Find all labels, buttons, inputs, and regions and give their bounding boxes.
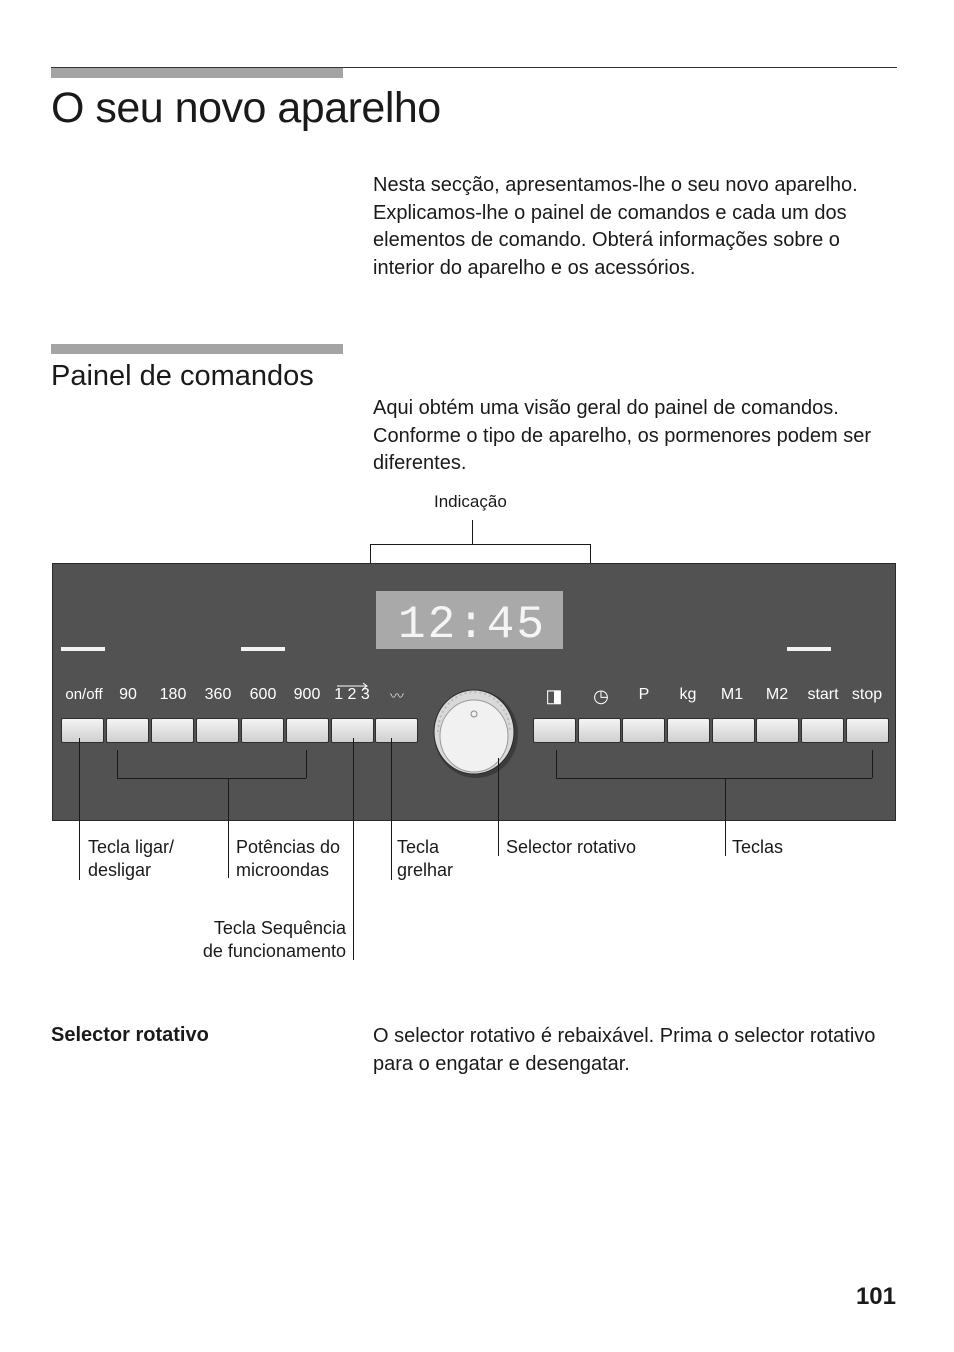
power-600-key[interactable] (241, 718, 284, 743)
rotary-paragraph: O selector rotativo é rebaixável. Prima o selector rotativo para o engatar e desengatar. (373, 1025, 876, 1075)
key-label-360: 360 (204, 686, 232, 703)
key-label-stop: stop (851, 686, 883, 703)
door-key[interactable] (533, 718, 576, 743)
key-label-onoff: on/off (65, 686, 103, 703)
key-label-180: 180 (159, 686, 187, 703)
display-time: 12:45 (397, 599, 547, 649)
panel-dash-right (787, 647, 831, 651)
keys-bracket-right (872, 750, 873, 778)
key-label-90: 90 (119, 686, 137, 703)
power-bracket (117, 778, 306, 779)
section-title: Painel de comandos (51, 360, 314, 392)
power-90-key[interactable] (106, 718, 149, 743)
power-180-key[interactable] (151, 718, 194, 743)
key-label-m2: M2 (765, 686, 789, 703)
power-bracket-left (117, 750, 118, 778)
display-digits (376, 591, 563, 649)
callout-keys: Teclas (732, 837, 784, 857)
memory1-key[interactable] (712, 718, 755, 743)
panel-dash-mid (241, 647, 285, 651)
display-callout-label: Indicação (434, 492, 507, 511)
key-label-p: P (638, 686, 650, 703)
keys-bracket-left (556, 750, 557, 778)
key-label-kg: kg (679, 686, 697, 703)
rotary-label: Selector rotativo (51, 1024, 209, 1046)
callout-sequence: Tecla Sequência de funcionamento (202, 918, 346, 961)
key-label-grill: 〰 (390, 688, 404, 704)
keys-callout-stem (725, 778, 726, 856)
key-label-sequence: 1 2 3 (334, 686, 370, 703)
onoff-key[interactable] (61, 718, 104, 743)
key-label-m1: M1 (720, 686, 744, 703)
intro-paragraph: Nesta secção, apresentamos-lhe o seu novo aparelho. Explicamos-lhe o painel de comandos e cada um dos elementos de comando. Obterá informações sobre o interior do aparelho e os acessórios. (373, 174, 858, 279)
page-title: O seu novo aparelho (51, 84, 441, 132)
display-callout-stem (472, 520, 473, 544)
callout-grill: Tecla grelhar (397, 837, 454, 880)
keys-bracket (556, 778, 872, 779)
header-rule (51, 67, 897, 68)
power-900-key[interactable] (286, 718, 329, 743)
knob-callout-stem (498, 758, 499, 856)
memory2-key[interactable] (756, 718, 799, 743)
key-label-600: 600 (249, 686, 277, 703)
grill-key[interactable] (375, 718, 418, 743)
power-callout-stem (228, 778, 229, 878)
section-gray-bar (51, 344, 343, 354)
key-label-900: 900 (293, 686, 321, 703)
weight-key[interactable] (667, 718, 710, 743)
onoff-callout-stem (79, 738, 80, 880)
panel-dash-left (61, 647, 105, 651)
page-number: 101 (855, 1283, 896, 1310)
stop-key[interactable] (846, 718, 889, 743)
section-paragraph: Aqui obtém uma visão geral do painel de comandos. Conforme o tipo de aparelho, os pormenores podem ser diferentes. (373, 397, 872, 474)
key-label-door: ◨ (545, 686, 563, 706)
rotary-selector[interactable] (430, 686, 520, 780)
clock-key[interactable] (578, 718, 621, 743)
callout-onoff: Tecla ligar/ desligar (88, 837, 175, 880)
power-360-key[interactable] (196, 718, 239, 743)
header-gray-bar (51, 68, 343, 78)
start-key[interactable] (801, 718, 844, 743)
sequence-arrow-icon (336, 682, 370, 690)
callout-knob: Selector rotativo (506, 837, 637, 857)
display-bracket (370, 544, 591, 545)
callout-power: Potências do microondas (236, 837, 341, 880)
grill-callout-stem (391, 738, 392, 880)
power-bracket-right (306, 750, 307, 778)
key-label-clock: ◷ (593, 686, 609, 706)
key-label-start: start (807, 686, 839, 703)
program-key[interactable] (622, 718, 665, 743)
